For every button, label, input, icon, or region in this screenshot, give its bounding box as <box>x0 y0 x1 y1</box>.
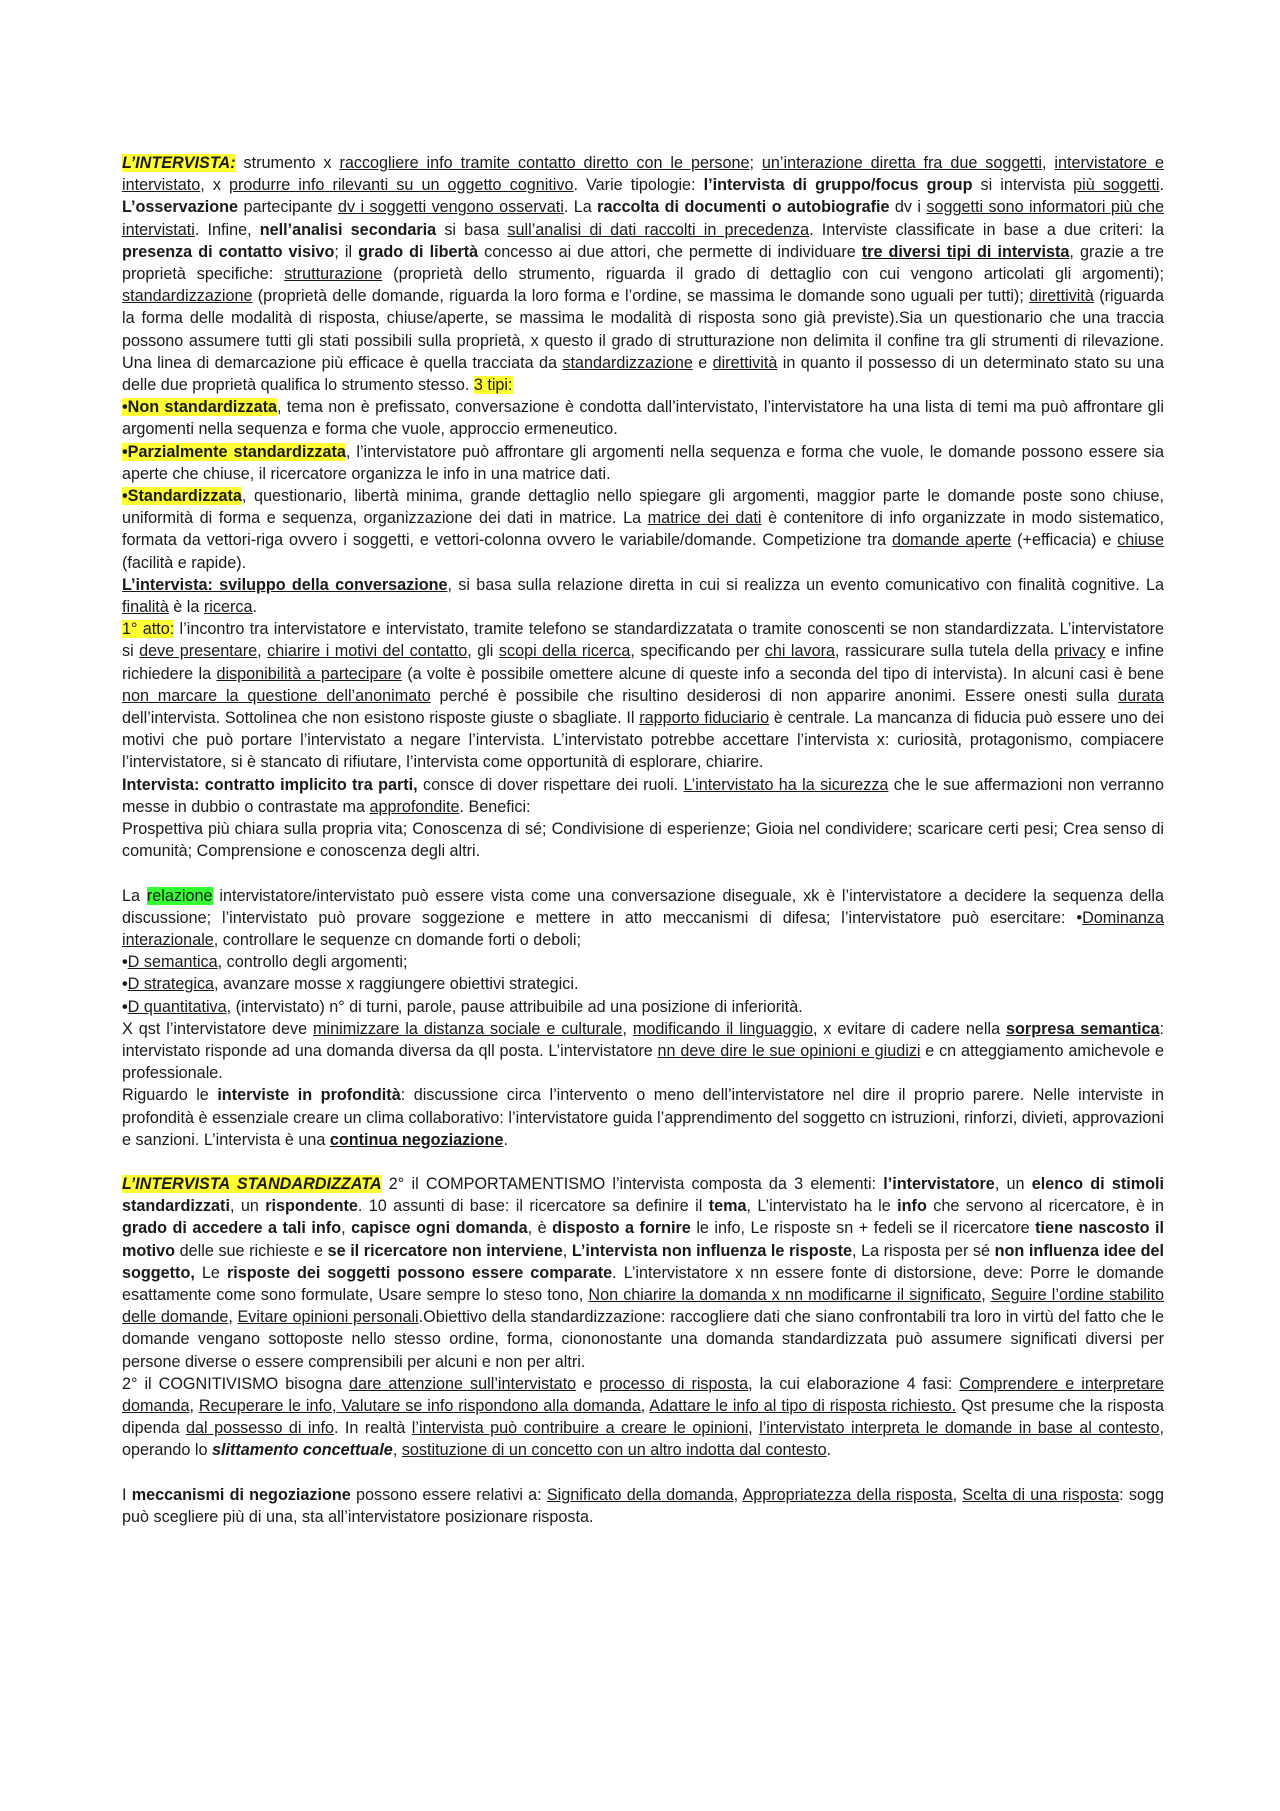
text-run: matrice dei dati <box>647 509 762 528</box>
text-run: , <box>622 1019 633 1038</box>
text-run: dell’intervista. Sottolinea che non esistono risposte giuste o sbagliate. Il <box>122 709 640 728</box>
parzialmente-standardizzata-item <box>122 441 1164 485</box>
text-run: , <box>562 1241 572 1260</box>
text-run: , un <box>994 1174 1032 1193</box>
text-run: . Infine, <box>194 220 260 239</box>
text-run: • <box>122 953 128 972</box>
text-run: . La <box>563 198 598 217</box>
text-run: , si basa sulla relazione diretta in cui si realizza un evento comunicativo con finalità cognitive. La <box>447 575 1165 594</box>
text-run: nn deve dire le sue opinioni e giudizi <box>657 1041 921 1060</box>
text-run: si basa <box>436 220 508 239</box>
primo-atto-paragraph <box>122 618 1164 773</box>
text-run: l’intervista di gruppo/focus group <box>703 176 973 195</box>
text-run: modificando il linguaggio <box>632 1019 813 1038</box>
text-run: : sogg può scegliere più di una, sta all’intervistatore posizionare risposta. <box>122 1485 1164 1526</box>
text-run: domande aperte <box>892 531 1012 550</box>
text-run: Recuperare le info, Valutare se info rispondono alla domanda <box>198 1396 641 1415</box>
text-run: che le sue affermazioni non verranno messe in dubbio o contrastate ma <box>122 775 1164 816</box>
text-run: minimizzare la distanza sociale e culturale <box>313 1019 623 1038</box>
text-run: meccanismi di negoziazione <box>131 1485 351 1504</box>
text-run: che servono al ricercatore, è in <box>926 1197 1164 1216</box>
text-run: , <box>1041 154 1055 172</box>
text-run: Evitare opinioni personali <box>237 1308 419 1327</box>
benefici-paragraph <box>122 818 1164 862</box>
text-run: grado di accedere a tali info <box>122 1219 342 1238</box>
text-run: 1° atto: <box>122 620 175 639</box>
text-run: . Interviste classificate in base a due criteri: la <box>809 220 1164 239</box>
text-run: D quantitativa <box>127 997 227 1016</box>
text-run: X qst l’intervistatore deve <box>122 1019 314 1038</box>
blank-line <box>122 1151 1164 1173</box>
blank-line <box>122 863 1164 885</box>
text-run: chiuse <box>1117 531 1164 550</box>
standardizzata-item <box>122 485 1164 574</box>
text-run: Qst presume che la risposta dipenda <box>122 1396 1165 1438</box>
text-run: D strategica <box>127 975 215 994</box>
text-run: •Parzialmente standardizzata <box>122 442 346 461</box>
text-run: , L’intervistato ha le <box>746 1197 898 1216</box>
text-run: Adattare le info al tipo di risposta richiesto. <box>649 1396 957 1415</box>
text-run: dal possesso di info <box>186 1419 335 1438</box>
blank-line <box>122 1462 1164 1484</box>
text-run: sull’analisi di dati raccolti in precedenza <box>507 220 810 239</box>
text-run: Prospettiva più chiara sulla propria vita; Conoscenza di sé; Condivisione di esperienze; Gioia nel condividere; scaricare certi pesi; Crea senso di comunità; Comprensione e conoscenza degli altri. <box>122 820 1164 861</box>
text-run: , operando lo <box>122 1419 1165 1460</box>
text-run: Comprendere e interpretare domanda <box>122 1374 1164 1415</box>
text-run: capisce ogni domanda <box>351 1219 528 1238</box>
text-run: disponibilità a partecipare <box>216 664 402 683</box>
intro-paragraph <box>122 152 1164 396</box>
sorpresa-semantica-paragraph <box>122 1018 1164 1085</box>
text-run: direttività <box>712 353 778 372</box>
text-run: Non chiarire la domanda x nn modificarne il significato <box>588 1285 982 1304</box>
text-run: strutturazione <box>284 265 383 284</box>
text-run: e cn atteggiamento amichevole e professionale. <box>122 1041 1164 1083</box>
text-run: . <box>503 1130 508 1149</box>
document-page <box>122 152 1164 1528</box>
text-run: risposte dei soggetti possono essere comparate <box>226 1263 613 1282</box>
text-run: rapporto fiduciario <box>639 709 770 728</box>
text-run: e infine richiedere la <box>122 642 1165 683</box>
text-run: in quanto il possesso di un determinato stato su una delle due proprietà qualifica lo strumento stesso. <box>122 353 1165 395</box>
text-run: , La risposta per sé <box>851 1241 995 1260</box>
text-run: l’intervistatore <box>883 1174 995 1193</box>
text-run: Dominanza interazionale <box>122 908 1164 949</box>
text-run: , l’intervistatore può affrontare gli argomenti nella sequenza e forma che vuole, le domande possono essere sia aperte che chiuse, il ricercatore organizza le info in una matrice dati. <box>122 442 1165 483</box>
text-run: chi lavora <box>764 642 835 661</box>
text-run: ; <box>749 154 762 172</box>
text-run: tre diversi tipi di intervista <box>861 242 1070 261</box>
text-run: e <box>692 353 713 372</box>
text-run: raccogliere info tramite contatto diretto con le persone <box>339 154 750 172</box>
text-run: •Non standardizzata <box>122 398 277 417</box>
text-run: . Varie tipologie: <box>573 176 704 195</box>
text-run: , un <box>229 1197 266 1216</box>
text-run: (facilità e rapide). <box>122 553 247 572</box>
text-run: (riguarda la forma delle modalità di risposta, chiuse/aperte, se massima le modalità di risposta sono già previste).Sia un questionario che una traccia possono assumere tutti gli stati possibili sulla proprietà, x questo il grado di strutturazione non delimita il confine tra gli strumenti di rilevazione. Una linea di demarcazione più efficace è quella tracciata da <box>122 287 1164 372</box>
text-run: . Benefici: <box>459 797 531 816</box>
text-run: : intervistato risponde ad una domanda diversa da qll posta. L’intervistatore <box>122 1019 1164 1060</box>
text-run: , x evitare di cadere nella <box>813 1019 1006 1038</box>
text-run: durata <box>1118 686 1164 705</box>
text-run: Appropriatezza della risposta <box>742 1485 953 1504</box>
text-run: partecipante <box>238 198 338 217</box>
text-run: presenza di contatto visivo <box>122 242 335 261</box>
text-run: , specificando per <box>630 642 765 661</box>
text-run: D semantica <box>127 953 218 972</box>
text-run: sostituzione di un concetto con un altro indotta dal contesto <box>401 1441 827 1460</box>
text-run: l’intervistato interpreta le domande in base al contesto <box>759 1419 1160 1438</box>
text-run: Scelta di una risposta <box>962 1485 1120 1504</box>
text-run: . <box>1159 176 1165 195</box>
text-run: , gli <box>467 642 499 661</box>
text-run: 3 tipi: <box>473 376 513 395</box>
text-run: standardizzazione <box>122 287 253 306</box>
non-standardizzata-item <box>122 396 1164 440</box>
text-run: • <box>122 975 128 994</box>
text-run: , grazie a tre proprietà specifiche: <box>122 242 1164 284</box>
text-run: , rassicurare sulla tutela della <box>835 642 1055 661</box>
sviluppo-conversazione-paragraph <box>122 574 1164 618</box>
text-run: , x <box>200 176 230 195</box>
text-run: . 10 assunti di base: il ricercatore sa definire il <box>357 1197 709 1216</box>
text-run: Significato della domanda <box>546 1485 734 1504</box>
text-run: nell’analisi secondaria <box>259 220 437 239</box>
text-run: , <box>733 1485 743 1504</box>
text-run: , è <box>527 1219 553 1238</box>
text-run: slittamento concettuale <box>212 1441 393 1460</box>
text-run: ricerca <box>203 598 253 617</box>
contratto-implicito-paragraph <box>122 774 1164 818</box>
text-run: strumento x <box>235 154 340 172</box>
text-run: le info, Le risposte sn + fedeli se il ricercatore <box>690 1219 1036 1238</box>
text-run: delle sue richieste e <box>175 1241 328 1260</box>
text-run: scopi della ricerca <box>498 642 631 661</box>
text-run: (a volte è possibile omettere alcune di queste info a seconda del tipo di intervista). In alcuni casi è bene <box>401 664 1164 683</box>
text-run: , <box>392 1441 402 1460</box>
text-run: •Standardizzata <box>122 487 242 506</box>
text-run: . <box>252 598 257 617</box>
text-run: è contenitore di info organizzate in modo sistematico, formata da vettori-riga ovvero i soggetti, e vettori-colonna ovvero le variabile/domande. Competizione tra <box>122 509 1165 550</box>
text-run: perché è possibile che risultino desiderosi di non apparire anonimi. Essere onesti sulla <box>430 686 1119 705</box>
text-run: sorpresa semantica <box>1006 1019 1160 1038</box>
text-run: 2° il COMPORTAMENTISMO l’intervista composta da 3 elementi: <box>381 1174 884 1193</box>
text-run: . L’intervistatore x nn essere fonte di distorsione, deve: Porre le domande esattamente come sono formulate, Usare sempre lo steso tono, <box>122 1263 1164 1304</box>
text-run: , <box>257 642 268 661</box>
text-run: I <box>122 1485 132 1504</box>
d-semantica-item <box>122 951 1164 973</box>
text-run: (proprietà delle domande, riguarda la loro forma e l’ordine, se massima le domande sono uguali per tutti); <box>252 287 1030 306</box>
text-run: L’intervista non influenza le risposte <box>571 1241 852 1260</box>
text-run: • <box>122 997 128 1016</box>
text-run: , controllo degli argomenti; <box>217 953 408 972</box>
text-run: l’intervista può contribuire a creare le opinioni <box>411 1419 749 1438</box>
text-run: (+efficacia) e <box>1011 531 1118 550</box>
text-run: approfondite <box>369 797 460 816</box>
text-run: l’incontro tra intervistatore e intervistato, tramite telefono se standardizzatata o tramite conoscenti se non standardizzata. L’intervistatore si <box>122 620 1164 661</box>
text-run: , la cui elaborazione 4 fasi: <box>748 1374 960 1393</box>
text-run: L’osservazione <box>122 198 239 217</box>
text-run: un’interazione diretta fra due soggetti <box>761 154 1042 172</box>
text-run: privacy <box>1054 642 1106 661</box>
text-run: e <box>576 1374 600 1393</box>
d-quantitativa-item <box>122 996 1164 1018</box>
text-run: , <box>981 1285 991 1304</box>
text-run: Intervista: contratto implicito tra parti, <box>122 775 418 794</box>
text-run: La <box>122 886 147 905</box>
text-run: , <box>640 1396 650 1415</box>
text-run: non influenza idee del soggetto, <box>122 1241 1164 1282</box>
text-run: si intervista <box>972 176 1074 195</box>
text-run: finalità <box>122 598 169 617</box>
text-run: , (intervistato) n° di turni, parole, pause attribuibile ad una posizione di inferiorità. <box>226 997 803 1016</box>
text-run: intervistatore e intervistato <box>122 154 1165 195</box>
text-run: direttività <box>1029 287 1094 306</box>
text-run: non marcare la questione dell’anonimato <box>122 686 431 705</box>
text-run: , <box>748 1419 760 1438</box>
text-run: dare attenzione sull’intervistato <box>348 1374 577 1393</box>
text-run: soggetti sono informatori più che intervistati <box>122 198 1164 239</box>
text-run: , <box>228 1308 238 1327</box>
text-run: ; il <box>334 242 359 261</box>
intervista-standardizzata-paragraph <box>122 1173 1164 1373</box>
text-run: , <box>952 1485 963 1504</box>
text-run: L’INTERVISTA: <box>122 154 236 172</box>
text-run: , tema non è prefissato, conversazione è condotta dall’intervistato, l’intervistatore ha una lista di temi ma può affrontare gli argomenti nella sequenza e forma che vuole, approccio ermeneutico. <box>122 398 1164 439</box>
cognitivismo-paragraph <box>122 1373 1164 1462</box>
text-run: . <box>826 1441 832 1460</box>
text-run: produrre info rilevanti su un oggetto cognitivo <box>229 176 574 195</box>
text-run: Riguardo le <box>122 1086 218 1105</box>
text-run: continua negoziazione <box>329 1130 504 1149</box>
text-run: concesso ai due attori, che permette di individuare <box>478 242 862 261</box>
text-run: chiarire i motivi del contatto <box>267 642 468 661</box>
text-run: : discussione circa l’intervento o meno dell’intervistatore nel dire il proprio parere. Nelle interviste in profondità è essenziale creare un clima collaborativo: l’intervistatore guida l’apprendimento del soggetto cn istruzioni, rinforzi, divieti, approvazioni e sanzioni. L’intervista è una <box>122 1086 1164 1149</box>
text-run: è la <box>168 598 204 617</box>
text-run: possono essere relativi a: <box>350 1485 547 1504</box>
text-run: dv i soggetti vengono osservati <box>337 198 564 217</box>
text-run: , controllare le sequenze cn domande forti o deboli; <box>213 930 581 949</box>
relazione-paragraph <box>122 885 1164 952</box>
text-run: , questionario, libertà minima, grande dettaglio nello spiegare gli argomenti, maggior parte le domande poste sono chiuse, uniformità di forma e sequenza, organizzazione dei dati in matrice. La <box>122 487 1164 528</box>
text-run: , <box>341 1219 352 1238</box>
text-run: . In realtà <box>334 1419 412 1438</box>
text-run: deve presentare <box>139 642 258 661</box>
text-run: Le <box>194 1263 227 1282</box>
text-run: L’intervistato ha la sicurezza <box>683 775 889 794</box>
text-run: 2° il COGNITIVISMO bisogna <box>122 1374 349 1393</box>
text-run: rispondente <box>265 1197 358 1216</box>
text-run: (proprietà dello strumento, riguarda il grado di dettaglio con cui vengono articolati gli argomenti); <box>382 265 1164 284</box>
text-run: relazione <box>146 886 213 905</box>
text-run: è centrale. La mancanza di fiducia può essere uno dei motivi che può portare l’intervistato a negare l’intervista. L’intervistato potrebbe accettare l’intervista x: curiosità, protagonismo, compiacere l’intervistatore, si è stancato di rifiutare, l’intervista come opportunità di esplorare, chiarire. <box>122 709 1164 772</box>
interviste-profondita-paragraph <box>122 1084 1164 1151</box>
text-run: più soggetti <box>1073 176 1160 195</box>
meccanismi-negoziazione-paragraph <box>122 1484 1164 1528</box>
text-run: se il ricercatore non interviene <box>327 1241 563 1260</box>
text-run: elenco di stimoli standardizzati <box>122 1174 1164 1216</box>
d-strategica-item <box>122 973 1164 995</box>
text-run: standardizzazione <box>562 353 693 372</box>
text-run: grado di libertà <box>358 242 479 261</box>
text-run: consce di dover rispettare dei ruoli. <box>417 775 684 794</box>
text-run: , <box>189 1396 199 1415</box>
text-run: , avanzare mosse x raggiungere obiettivi strategici. <box>214 975 579 994</box>
text-run: L’intervista: sviluppo della conversazione <box>122 575 448 594</box>
text-run: raccolta di documenti o autobiografie <box>597 198 890 217</box>
text-run: Seguire l’ordine stabilito delle domande <box>122 1285 1165 1327</box>
text-run: interviste in profondità <box>217 1086 401 1105</box>
text-run: disposto a fornire <box>552 1219 691 1238</box>
text-run: processo di risposta <box>599 1374 749 1393</box>
text-run: info <box>897 1197 927 1216</box>
text-run: intervistatore/intervistato può essere vista come una conversazione diseguale, xk è l’intervistatore a decidere la sequenza della discussione; l’intervistato può provare soggezione e mettere in atto meccanismi di difesa; l’intervistatore può esercitare: • <box>122 886 1164 927</box>
text-run: tema <box>708 1197 747 1216</box>
text-run: .Obiettivo della standardizzazione: raccogliere dati che siano confrontabili tra loro in virtù del fatto che le domande vengano sottoposte nello stesso ordine, forma, ciononostante una domanda standardizzata può assumere significati diversi per persone diverse o essere comprensibili per alcuni e non per altri. <box>122 1308 1164 1371</box>
text-run: dv i <box>889 198 927 217</box>
text-run: tiene nascosto il motivo <box>122 1219 1165 1260</box>
text-run: L’INTERVISTA STANDARDIZZATA <box>122 1174 382 1193</box>
